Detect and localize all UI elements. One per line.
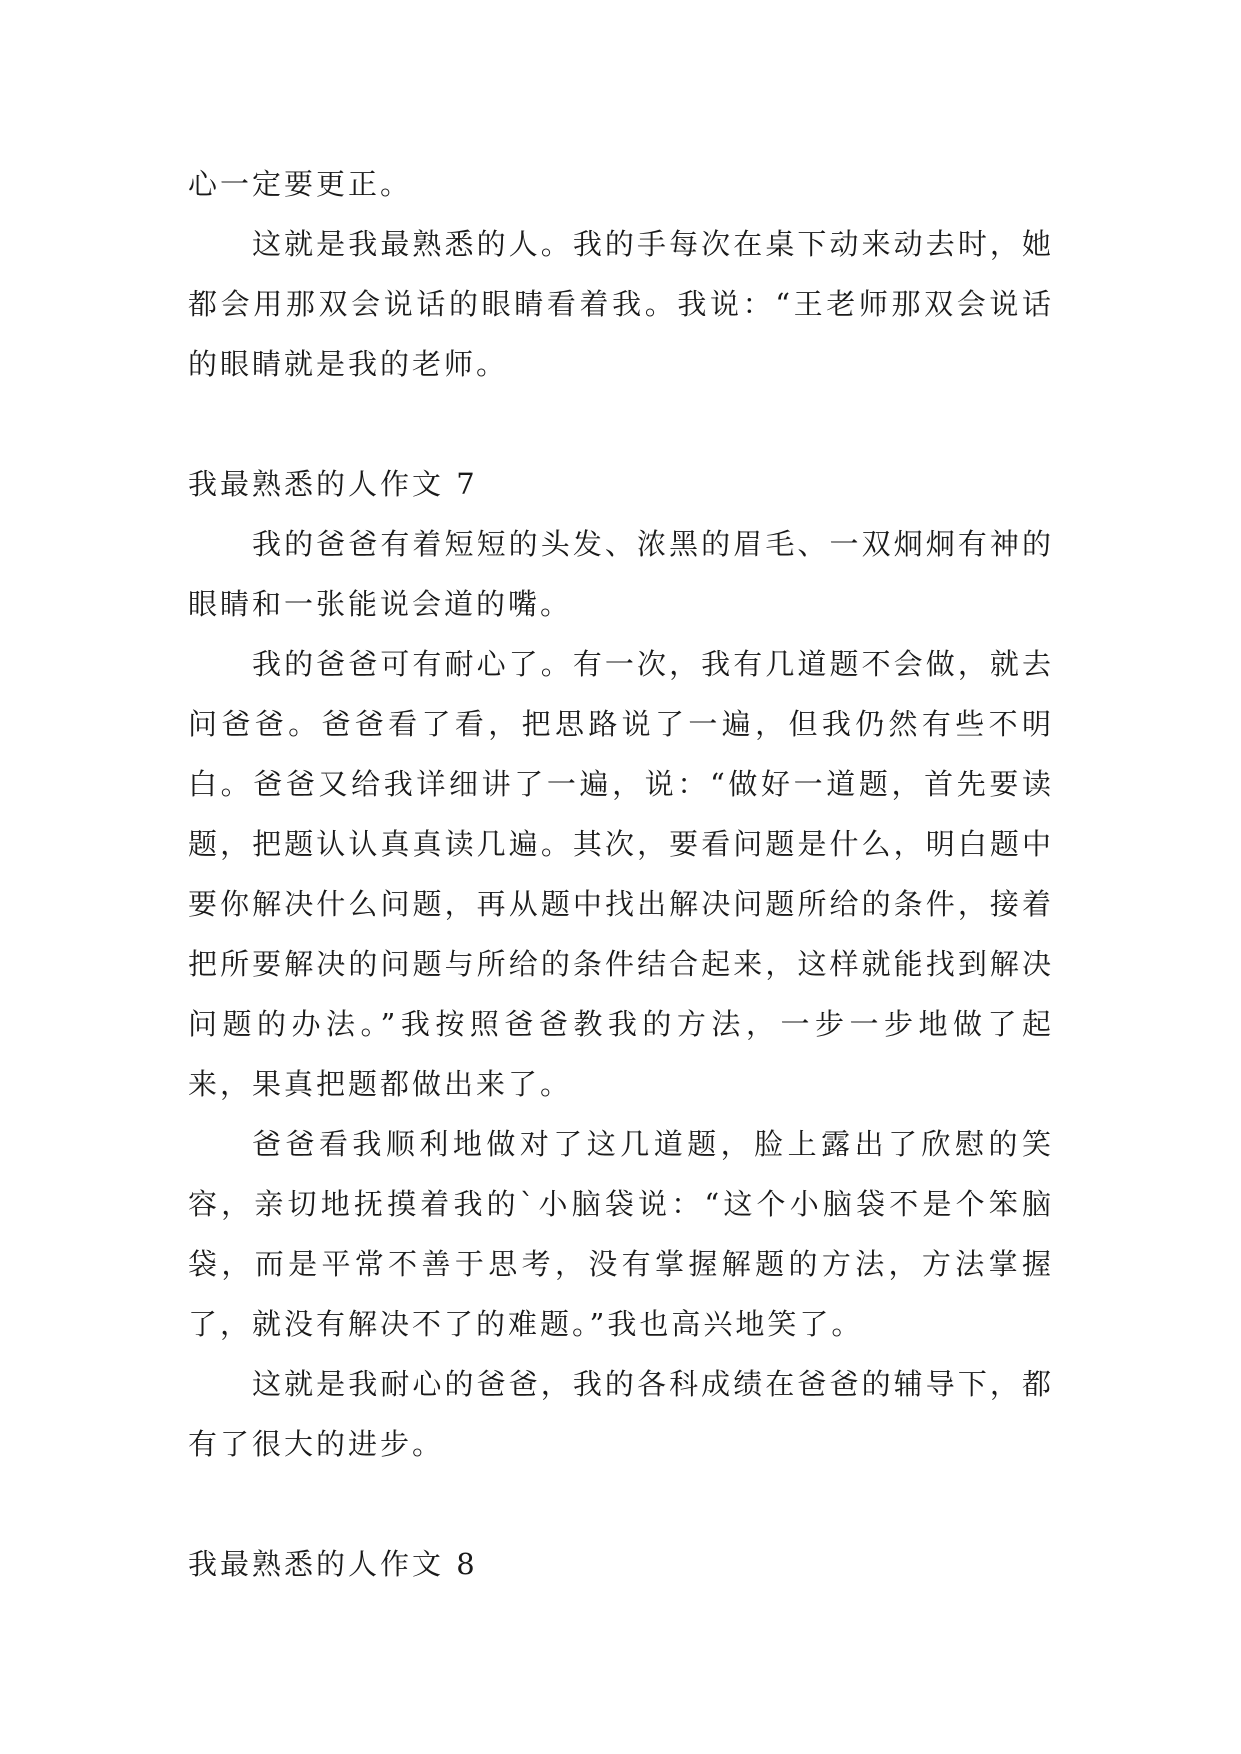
paragraph: 我的爸爸有着短短的头发、浓黑的眉毛、一双炯炯有神的眼睛和一张能说会道的嘴。 (188, 527, 1054, 621)
paragraph-fragment: 心一定要更正。 (188, 167, 413, 201)
document-body (188, 154, 1054, 1594)
section-title-8: 我最熟悉的人作文 8 (188, 1547, 478, 1581)
section-spacer (188, 1474, 1054, 1534)
section-spacer (188, 394, 1054, 454)
paragraph: 这就是我耐心的爸爸，我的各科成绩在爸爸的辅导下，都有了很大的进步。 (188, 1367, 1054, 1461)
paragraph: 这就是我最熟悉的人。我的手每次在桌下动来动去时，她都会用那双会说话的眼睛看着我。我说：“王老师那双会说话的眼睛就是我的老师。 (188, 227, 1054, 381)
paragraph: 爸爸看我顺利地做对了这几道题，脸上露出了欣慰的笑容，亲切地抚摸着我的`小脑袋说：“这个小脑袋不是个笨脑袋，而是平常不善于思考，没有掌握解题的方法，方法掌握了，就没有解决不了的难题。”我也高兴地笑了。 (188, 1127, 1054, 1341)
section-title-7: 我最熟悉的人作文 7 (188, 467, 478, 501)
paragraph: 我的爸爸可有耐心了。有一次，我有几道题不会做，就去问爸爸。爸爸看了看，把思路说了一遍，但我仍然有些不明白。爸爸又给我详细讲了一遍，说：“做好一道题，首先要读题，把题认认真真读几遍。其次，要看问题是什么，明白题中要你解决什么问题，再从题中找出解决问题所给的条件，接着把所要解决的问题与所给的条件结合起来，这样就能找到解决问题的办法。”我按照爸爸教我的方法，一步一步地做了起来，果真把题都做出来了。 (188, 647, 1054, 1101)
